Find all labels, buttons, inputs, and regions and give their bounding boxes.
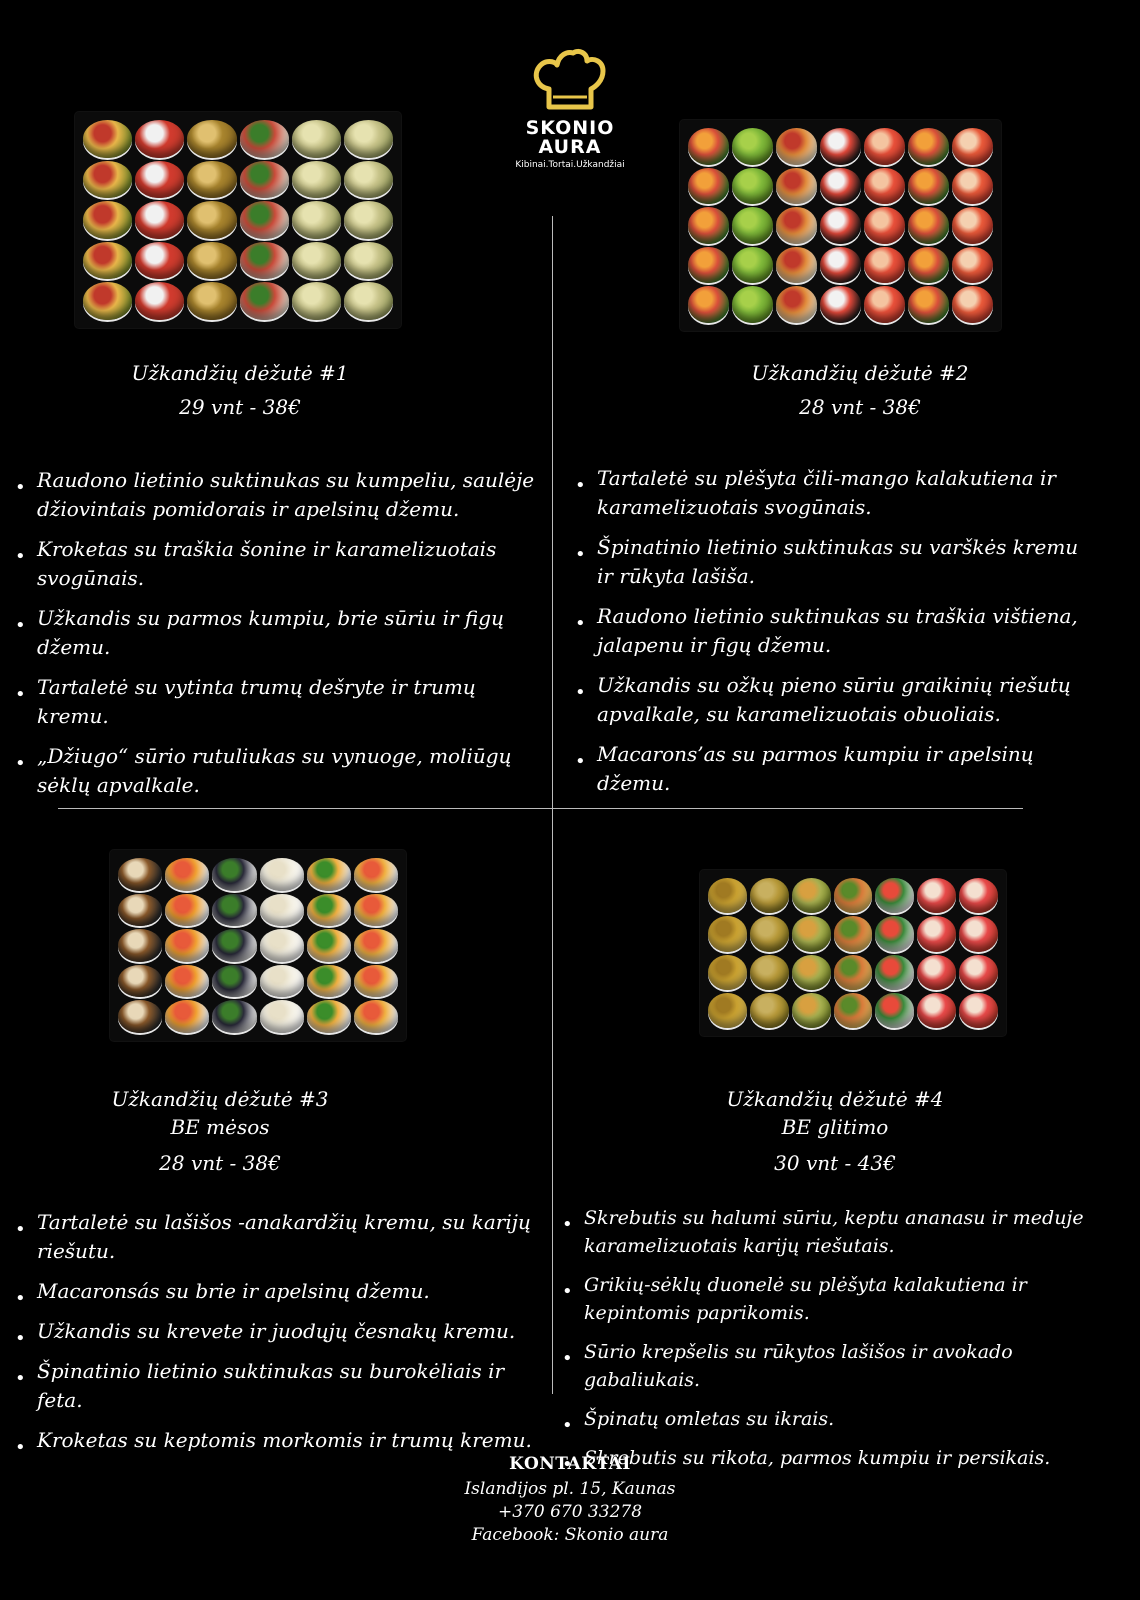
- snack-item-image: [83, 282, 132, 320]
- contacts-section: [0, 1454, 1140, 1547]
- logo: [475, 45, 665, 170]
- chef-hat-icon: [529, 45, 611, 115]
- snack-item-image: [864, 286, 905, 323]
- snack-item-image: [708, 878, 747, 913]
- snack-item-image: [354, 858, 398, 891]
- snack-item-image: [688, 128, 729, 165]
- snack-item-image: [688, 247, 729, 284]
- snack-item-image: [240, 120, 289, 158]
- snack-item-image: [260, 965, 304, 998]
- snack-item-image: [750, 878, 789, 913]
- snack-item-image: [354, 1000, 398, 1033]
- snack-item-image: [959, 955, 998, 990]
- snack-item-image: [354, 929, 398, 962]
- snack-item-image: [917, 955, 956, 990]
- snack-item-image: [908, 286, 949, 323]
- snack-item-image: [875, 878, 914, 913]
- snack-item-image: [165, 1000, 209, 1033]
- snack-item-image: [820, 207, 861, 244]
- snack-item-image: [908, 168, 949, 205]
- snack-item-image: [776, 168, 817, 205]
- snack-item-image: [292, 161, 341, 199]
- snack-item-image: [952, 247, 993, 284]
- snack-item-image: [344, 242, 393, 280]
- snack-item-image: [212, 894, 256, 927]
- snack-item-image: [834, 878, 873, 913]
- snack-item-image: [344, 201, 393, 239]
- box-3-subtitle: BE mėsos: [170, 1115, 270, 1139]
- snack-item-image: [307, 965, 351, 998]
- snack-item-image: [875, 993, 914, 1028]
- snack-item-image: [908, 247, 949, 284]
- box-3-title: Užkandžių dėžutė #3: [111, 1087, 329, 1111]
- snack-item-image: [776, 128, 817, 165]
- snack-item-image: [344, 161, 393, 199]
- snack-item-image: [165, 894, 209, 927]
- box-4-header: [670, 1082, 1000, 1180]
- snack-item-image: [834, 955, 873, 990]
- snack-item-image: [212, 929, 256, 962]
- snack-item-image: [917, 916, 956, 951]
- list-item: • Užkandis su ožkų pieno sūriu graikinių riešutų apvalkale, su karamelizuotais obuoliais.: [575, 671, 1095, 729]
- snack-item-image: [83, 161, 132, 199]
- box-1-item-list: [15, 466, 535, 811]
- box-4-title: Užkandžių dėžutė #4: [726, 1087, 944, 1111]
- snack-item-image: [83, 120, 132, 158]
- snack-item-image: [165, 858, 209, 891]
- list-item: • Tartaletė su vytinta trumų dešryte ir trumų kremu.: [15, 673, 535, 731]
- snack-item-image: [187, 120, 236, 158]
- snack-item-image: [792, 955, 831, 990]
- snack-item-image: [750, 916, 789, 951]
- snack-item-image: [959, 916, 998, 951]
- snack-item-image: [212, 965, 256, 998]
- box-1-header: [80, 356, 400, 424]
- snack-item-image: [118, 894, 162, 927]
- box-3-item-list: [15, 1208, 535, 1466]
- snack-item-image: [292, 282, 341, 320]
- box-2-item-list: [575, 464, 1095, 809]
- snack-item-image: [260, 929, 304, 962]
- snack-item-image: [165, 929, 209, 962]
- brand-tagline: Kibinai.Tortai.Užkandžiai: [515, 160, 625, 170]
- box-3-photo: [110, 850, 406, 1041]
- box-4-photo: [700, 870, 1006, 1036]
- snack-item-image: [834, 916, 873, 951]
- list-item: • Raudono lietinio suktinukas su traškia vištiena, jalapenu ir figų džemu.: [575, 602, 1095, 660]
- snack-item-image: [688, 286, 729, 323]
- snack-item-image: [792, 878, 831, 913]
- snack-item-image: [292, 120, 341, 158]
- snack-item-image: [212, 1000, 256, 1033]
- snack-item-image: [118, 929, 162, 962]
- snack-item-image: [187, 201, 236, 239]
- list-item: • Macaronsás su brie ir apelsinų džemu.: [15, 1277, 535, 1306]
- list-item: • Raudono lietinio suktinukas su kumpeliu, saulėje džiovintais pomidorais ir apelsinų džemu.: [15, 466, 535, 524]
- snack-item-image: [688, 168, 729, 205]
- snack-item-image: [118, 1000, 162, 1033]
- snack-item-image: [307, 1000, 351, 1033]
- snack-item-image: [307, 894, 351, 927]
- snack-item-image: [917, 878, 956, 913]
- brand-name-line2: AURA: [538, 136, 602, 158]
- box-1-price: 29 vnt - 38€: [179, 395, 301, 419]
- list-item: • Tartaletė su plėšyta čili-mango kalakutiena ir karamelizuotais svogūnais.: [575, 464, 1095, 522]
- list-item: • Kroketas su traškia šonine ir karamelizuotais svogūnais.: [15, 535, 535, 593]
- snack-item-image: [260, 894, 304, 927]
- snack-item-image: [187, 282, 236, 320]
- contacts-address: Islandijos pl. 15, Kaunas: [464, 1479, 676, 1499]
- snack-item-image: [240, 282, 289, 320]
- snack-item-image: [959, 878, 998, 913]
- snack-item-image: [732, 207, 773, 244]
- snack-item-image: [776, 247, 817, 284]
- snack-item-image: [952, 128, 993, 165]
- contacts-facebook[interactable]: Facebook: Skonio aura: [471, 1525, 669, 1545]
- brand-name-line1: SKONIO: [525, 117, 615, 139]
- divider-vertical-bottom: [552, 809, 553, 1394]
- snack-item-image: [792, 916, 831, 951]
- snack-item-image: [187, 161, 236, 199]
- snack-item-image: [292, 242, 341, 280]
- snack-item-image: [260, 1000, 304, 1033]
- snack-item-image: [135, 282, 184, 320]
- list-item: • Macarons’as su parmos kumpiu ir apelsinų džemu.: [575, 740, 1095, 798]
- contacts-heading: KONTAKTAI: [509, 1454, 631, 1474]
- box-4-subtitle: BE glitimo: [781, 1115, 889, 1139]
- snack-item-image: [240, 161, 289, 199]
- list-item: • Špinatinio lietinio suktinukas su burokėliais ir feta.: [15, 1357, 535, 1415]
- snack-item-image: [792, 993, 831, 1028]
- snack-item-image: [864, 247, 905, 284]
- list-item: • „Džiugo“ sūrio rutuliukas su vynuoge, moliūgų sėklų apvalkale.: [15, 742, 535, 800]
- list-item: • Skrebutis su rikota, parmos kumpiu ir persikais.: [562, 1444, 1132, 1472]
- snack-item-image: [864, 168, 905, 205]
- box-2-header: [695, 356, 1025, 424]
- snack-item-image: [165, 965, 209, 998]
- snack-item-image: [344, 282, 393, 320]
- snack-item-image: [834, 993, 873, 1028]
- snack-item-image: [688, 207, 729, 244]
- snack-item-image: [135, 242, 184, 280]
- snack-item-image: [307, 858, 351, 891]
- snack-item-image: [708, 916, 747, 951]
- snack-item-image: [864, 128, 905, 165]
- list-item: • Užkandis su parmos kumpiu, brie sūriu ir figų džemu.: [15, 604, 535, 662]
- snack-item-image: [708, 955, 747, 990]
- snack-item-image: [135, 161, 184, 199]
- list-item: • Špinatinio lietinio suktinukas su varškės kremu ir rūkyta lašiša.: [575, 533, 1095, 591]
- snack-item-image: [260, 858, 304, 891]
- list-item: • Špinatų omletas su ikrais.: [562, 1405, 1132, 1433]
- snack-item-image: [135, 120, 184, 158]
- snack-item-image: [118, 965, 162, 998]
- snack-item-image: [820, 168, 861, 205]
- snack-item-image: [750, 955, 789, 990]
- snack-item-image: [875, 916, 914, 951]
- list-item: • Tartaletė su lašišos -anakardžių kremu, su karijų riešutu.: [15, 1208, 535, 1266]
- snack-item-image: [344, 120, 393, 158]
- box-3-price: 28 vnt - 38€: [159, 1151, 281, 1175]
- snack-item-image: [732, 247, 773, 284]
- box-4-item-list: [562, 1204, 1132, 1483]
- snack-item-image: [776, 207, 817, 244]
- box-1-title: Užkandžių dėžutė #1: [131, 361, 349, 385]
- snack-item-image: [240, 201, 289, 239]
- snack-item-image: [908, 207, 949, 244]
- snack-item-image: [820, 247, 861, 284]
- snack-item-image: [732, 128, 773, 165]
- snack-item-image: [708, 993, 747, 1028]
- snack-item-image: [820, 286, 861, 323]
- snack-item-image: [307, 929, 351, 962]
- snack-item-image: [875, 955, 914, 990]
- snack-item-image: [292, 201, 341, 239]
- snack-item-image: [354, 894, 398, 927]
- snack-item-image: [212, 858, 256, 891]
- contacts-phone[interactable]: +370 670 33278: [497, 1502, 643, 1522]
- snack-item-image: [732, 168, 773, 205]
- snack-item-image: [732, 286, 773, 323]
- list-item: • Grikių-sėklų duonelė su plėšyta kalakutiena ir kepintomis paprikomis.: [562, 1271, 1132, 1327]
- box-2-title: Užkandžių dėžutė #2: [751, 361, 969, 385]
- snack-item-image: [776, 286, 817, 323]
- box-2-photo: [680, 120, 1001, 331]
- snack-item-image: [240, 242, 289, 280]
- box-3-header: [60, 1082, 380, 1180]
- snack-item-image: [917, 993, 956, 1028]
- list-item: • Kroketas su keptomis morkomis ir trumų kremu.: [15, 1426, 535, 1455]
- snack-item-image: [820, 128, 861, 165]
- snack-item-image: [354, 965, 398, 998]
- list-item: • Sūrio krepšelis su rūkytos lašišos ir avokado gabaliukais.: [562, 1338, 1132, 1394]
- list-item: • Užkandis su krevete ir juodųjų česnakų kremu.: [15, 1317, 535, 1346]
- snack-item-image: [135, 201, 184, 239]
- box-4-price: 30 vnt - 43€: [774, 1151, 896, 1175]
- snack-item-image: [83, 242, 132, 280]
- list-item: • Skrebutis su halumi sūriu, keptu ananasu ir meduje karamelizuotais karijų riešutais.: [562, 1204, 1132, 1260]
- snack-item-image: [908, 128, 949, 165]
- box-1-photo: [75, 112, 401, 328]
- snack-item-image: [118, 858, 162, 891]
- snack-item-image: [187, 242, 236, 280]
- snack-item-image: [750, 993, 789, 1028]
- box-2-price: 28 vnt - 38€: [799, 395, 921, 419]
- divider-vertical-top: [552, 216, 553, 809]
- snack-item-image: [959, 993, 998, 1028]
- snack-item-image: [864, 207, 905, 244]
- snack-item-image: [952, 207, 993, 244]
- snack-item-image: [952, 168, 993, 205]
- snack-item-image: [83, 201, 132, 239]
- snack-item-image: [952, 286, 993, 323]
